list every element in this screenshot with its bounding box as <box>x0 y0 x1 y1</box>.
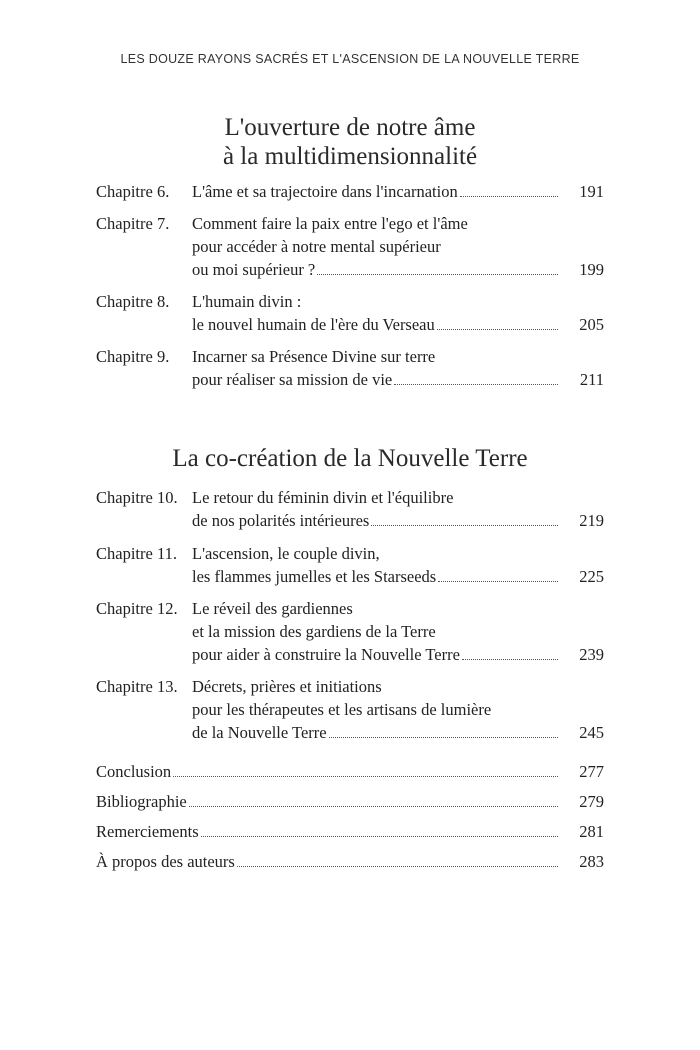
chapter-title-line: pour aider à construire la Nouvelle Terre <box>192 645 460 664</box>
dot-leader <box>460 195 558 197</box>
page-number: 283 <box>579 852 604 871</box>
section-title-line: L'ouverture de notre âme <box>224 114 476 141</box>
page-number: 281 <box>579 822 604 841</box>
chapter-label: Chapitre 7. <box>96 214 170 233</box>
entry-label: Bibliographie <box>96 792 187 811</box>
chapter-title-line: les flammes jumelles et les Starseeds <box>192 567 437 586</box>
dot-leader <box>173 775 558 777</box>
page-number: 199 <box>579 260 604 279</box>
page-number: 191 <box>579 182 604 201</box>
toc-entry-bibliographie[interactable] <box>96 790 604 813</box>
page-number: 239 <box>579 645 604 664</box>
page-number: 279 <box>579 792 604 811</box>
chapter-title-line: de nos polarités intérieures <box>192 511 370 530</box>
section-title-1 <box>0 113 700 171</box>
chapter-label: Chapitre 11. <box>96 544 177 563</box>
chapter-label: Chapitre 13. <box>96 677 178 696</box>
toc-entry-conclusion[interactable] <box>96 760 604 783</box>
chapter-title-line: Incarner sa Présence Divine sur terre <box>192 347 436 366</box>
page-number: 225 <box>579 567 604 586</box>
dot-leader <box>371 524 558 526</box>
chapter-label: Chapitre 9. <box>96 347 170 366</box>
dot-leader <box>437 328 558 330</box>
chapter-title-line: Comment faire la paix entre l'ego et l'âme <box>192 214 468 233</box>
chapter-title-line: de la Nouvelle Terre <box>192 723 327 742</box>
chapter-title-line: pour réaliser sa mission de vie <box>192 370 393 389</box>
entry-label: À propos des auteurs <box>96 852 235 871</box>
dot-leader <box>462 658 558 660</box>
chapter-label: Chapitre 12. <box>96 599 178 618</box>
chapter-title-line: L'âme et sa trajectoire dans l'incarnation <box>192 182 458 201</box>
dot-leader <box>329 736 558 738</box>
toc-entry-remerciements[interactable] <box>96 820 604 843</box>
page-number: 211 <box>579 370 604 389</box>
chapter-label: Chapitre 10. <box>96 488 178 507</box>
chapter-title-line: et la mission des gardiens de la Terre <box>192 622 436 641</box>
chapter-title-line: pour accéder à notre mental supérieur <box>192 237 441 256</box>
page-number: 245 <box>579 723 604 742</box>
toc-entry-a-propos[interactable] <box>96 850 604 873</box>
dot-leader <box>189 805 558 807</box>
chapter-title-line: ou moi supérieur ? <box>192 260 316 279</box>
section-title-line: à la multidimensionnalité <box>222 143 478 170</box>
chapter-title-line: L'ascension, le couple divin, <box>192 544 380 563</box>
chapter-title-line: Le réveil des gardiennes <box>192 599 353 618</box>
dot-leader <box>237 865 558 867</box>
chapter-label: Chapitre 8. <box>96 292 170 311</box>
chapter-title-line: pour les thérapeutes et les artisans de lumière <box>192 700 492 719</box>
dot-leader <box>438 580 558 582</box>
chapter-title-line: Décrets, prières et initiations <box>192 677 382 696</box>
section-title-2 <box>0 444 700 473</box>
chapter-label: Chapitre 6. <box>96 182 170 201</box>
page-number: 277 <box>579 762 604 781</box>
chapter-title-line: L'humain divin : <box>192 292 302 311</box>
dot-leader <box>317 273 558 275</box>
entry-label: Conclusion <box>96 762 172 781</box>
entry-label: Remerciements <box>96 822 199 841</box>
dot-leader <box>394 383 558 385</box>
running-head: LES DOUZE RAYONS SACRÉS ET L'ASCENSION DE LA NOUVELLE TERRE <box>120 52 580 66</box>
chapter-title-line: le nouvel humain de l'ère du Verseau <box>192 315 435 334</box>
dot-leader <box>201 835 558 837</box>
page-number: 205 <box>579 315 604 334</box>
section-title-line: La co-création de la Nouvelle Terre <box>172 445 528 472</box>
chapter-title-line: Le retour du féminin divin et l'équilibre <box>192 488 454 507</box>
page-number: 219 <box>579 511 604 530</box>
